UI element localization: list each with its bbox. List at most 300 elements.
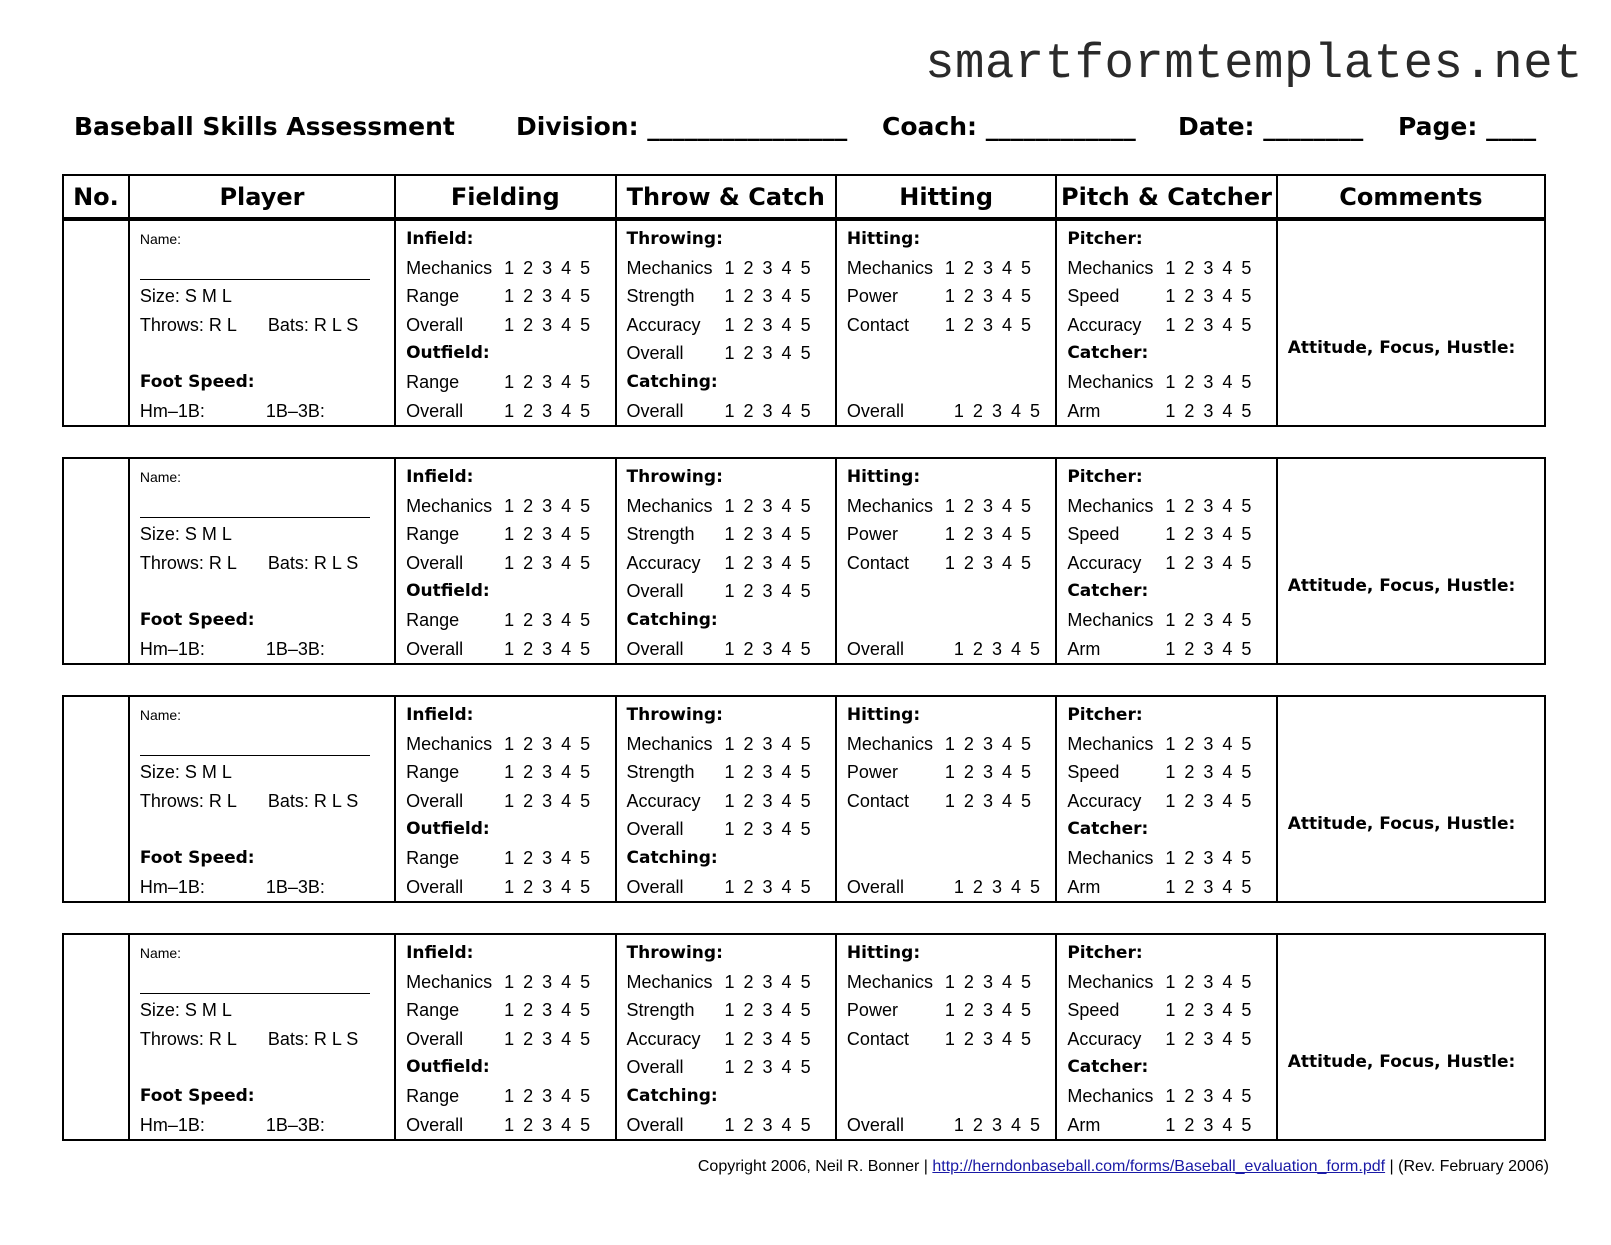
rating-scale[interactable]: 1 2 3 4 5 — [1165, 286, 1252, 306]
hitting-power-row — [847, 520, 1051, 549]
rating-label: Strength — [626, 286, 695, 306]
rating-scale[interactable]: 1 2 3 4 5 — [724, 762, 811, 782]
bats-options[interactable]: Bats: R L S — [267, 1029, 359, 1049]
pitcher-mechanics-row — [1067, 492, 1271, 521]
coach-field[interactable]: Coach: ____________ — [882, 112, 1136, 141]
throwing-mechanics-row — [627, 968, 831, 997]
catching-label: Catching: — [626, 610, 718, 630]
rating-scale[interactable]: 1 2 3 4 5 — [1165, 524, 1252, 544]
hm-1b-label: Hm–1B: — [139, 877, 205, 897]
rating-scale[interactable]: 1 2 3 4 5 — [953, 639, 1040, 659]
1b-3b-label: 1B–3B: — [265, 401, 325, 421]
rating-scale[interactable]: 1 2 3 4 5 — [944, 972, 1031, 992]
rating-label: Mechanics — [406, 972, 493, 992]
rating-label: Contact — [846, 791, 909, 811]
hitting-label: Hitting: — [846, 943, 921, 963]
attitude-label: Attitude, Focus, Hustle: — [1287, 576, 1516, 596]
name-line[interactable] — [140, 503, 370, 518]
catcher-mechanics-row — [1067, 844, 1271, 873]
foot-speed-label: Foot Speed: — [139, 610, 255, 630]
player-block — [62, 933, 1546, 1141]
rating-label: Overall — [626, 877, 684, 897]
catcher-arm-row — [1067, 397, 1271, 426]
infield-overall-row — [406, 1025, 610, 1054]
name-line[interactable] — [140, 265, 370, 280]
pitcher-mechanics-row — [1067, 968, 1271, 997]
infield-label: Infield: — [406, 229, 474, 249]
throw-catch-cell — [617, 221, 837, 425]
rating-label: Mechanics — [1067, 372, 1154, 392]
1b-3b-label: 1B–3B: — [265, 1115, 325, 1135]
infield-range-row — [406, 758, 610, 787]
rating-scale[interactable]: 1 2 3 4 5 — [724, 1115, 811, 1135]
player-block — [62, 457, 1546, 665]
rating-scale[interactable]: 1 2 3 4 5 — [944, 553, 1031, 573]
foot-speed-row — [140, 1111, 390, 1140]
fielding-cell — [396, 697, 616, 901]
outfield-overall-row — [406, 635, 610, 664]
rating-scale[interactable]: 1 2 3 4 5 — [724, 791, 811, 811]
rating-label: Speed — [1067, 286, 1120, 306]
outfield-label: Outfield: — [406, 1057, 490, 1077]
throws-bats-row — [140, 311, 390, 340]
rating-scale[interactable]: 1 2 3 4 5 — [944, 315, 1031, 335]
rating-label: Accuracy — [626, 791, 701, 811]
rating-scale[interactable]: 1 2 3 4 5 — [1165, 1000, 1252, 1020]
rating-scale[interactable]: 1 2 3 4 5 — [724, 819, 811, 839]
rating-scale[interactable]: 1 2 3 4 5 — [953, 877, 1040, 897]
hitting-overall-row — [847, 873, 1051, 902]
rating-label: Overall — [626, 819, 684, 839]
rating-label: Mechanics — [846, 972, 933, 992]
rating-scale[interactable]: 1 2 3 4 5 — [504, 1029, 591, 1049]
foot-speed-label: Foot Speed: — [139, 848, 255, 868]
rating-label: Range — [406, 1000, 460, 1020]
infield-label: Infield: — [406, 467, 474, 487]
infield-mechanics-row — [406, 730, 610, 759]
form-link[interactable]: http://herndonbaseball.com/forms/Baseball_evaluation_form.pdf — [932, 1158, 1386, 1175]
rating-scale[interactable]: 1 2 3 4 5 — [1165, 791, 1252, 811]
rating-scale[interactable]: 1 2 3 4 5 — [1165, 1029, 1252, 1049]
pitcher-speed-row — [1067, 758, 1271, 787]
rating-label: Mechanics — [846, 496, 933, 516]
catcher-label: Catcher: — [1067, 1057, 1149, 1077]
rating-scale[interactable]: 1 2 3 4 5 — [504, 315, 591, 335]
rating-label: Contact — [846, 1029, 909, 1049]
hitting-contact-row — [847, 311, 1051, 340]
player-block — [62, 219, 1546, 427]
catching-overall-row — [627, 873, 831, 902]
rating-label: Mechanics — [1067, 610, 1154, 630]
throw-catch-cell — [617, 697, 837, 901]
form-title: Baseball Skills Assessment — [74, 112, 455, 141]
footer — [698, 1158, 1549, 1176]
rating-label: Arm — [1067, 401, 1101, 421]
rating-label: Overall — [406, 315, 464, 335]
rating-scale[interactable]: 1 2 3 4 5 — [504, 553, 591, 573]
rating-label: Accuracy — [1067, 791, 1142, 811]
rating-scale[interactable]: 1 2 3 4 5 — [1165, 1115, 1252, 1135]
rating-label: Contact — [846, 315, 909, 335]
infield-overall-row — [406, 787, 610, 816]
outfield-range-row — [406, 606, 610, 635]
rating-label: Overall — [406, 877, 464, 897]
hitting-mechanics-row — [847, 492, 1051, 521]
rating-label: Overall — [406, 1029, 464, 1049]
rating-label: Power — [846, 524, 898, 544]
name-label: Name: — [139, 945, 182, 961]
rating-scale[interactable]: 1 2 3 4 5 — [1165, 401, 1252, 421]
rating-label: Strength — [626, 762, 695, 782]
rating-label: Accuracy — [1067, 1029, 1142, 1049]
rating-scale[interactable]: 1 2 3 4 5 — [504, 877, 591, 897]
rating-label: Strength — [626, 524, 695, 544]
rating-label: Range — [406, 762, 460, 782]
pitcher-speed-row — [1067, 520, 1271, 549]
player-cell — [130, 221, 396, 425]
rating-scale[interactable]: 1 2 3 4 5 — [724, 401, 811, 421]
rating-scale[interactable]: 1 2 3 4 5 — [944, 762, 1031, 782]
rating-scale[interactable]: 1 2 3 4 5 — [724, 877, 811, 897]
foot-speed-row — [140, 873, 390, 902]
size-options[interactable]: Size: S M L — [139, 1000, 232, 1020]
rating-scale[interactable]: 1 2 3 4 5 — [1165, 258, 1252, 278]
hitting-mechanics-row — [847, 730, 1051, 759]
hitting-contact-row — [847, 1025, 1051, 1054]
player-cell — [130, 697, 396, 901]
attitude-label: Attitude, Focus, Hustle: — [1287, 338, 1516, 358]
rating-label: Mechanics — [406, 258, 493, 278]
rating-scale[interactable]: 1 2 3 4 5 — [504, 1000, 591, 1020]
rating-label: Mechanics — [626, 258, 713, 278]
catcher-label: Catcher: — [1067, 581, 1149, 601]
foot-speed-row — [140, 635, 390, 664]
throw-catch-cell — [617, 459, 837, 663]
catcher-arm-row — [1067, 1111, 1271, 1140]
rating-scale[interactable]: 1 2 3 4 5 — [724, 581, 811, 601]
rating-label: Overall — [626, 1115, 684, 1135]
rating-label: Speed — [1067, 524, 1120, 544]
bats-options[interactable]: Bats: R L S — [267, 315, 359, 335]
rating-scale[interactable]: 1 2 3 4 5 — [1165, 639, 1252, 659]
attitude-label: Attitude, Focus, Hustle: — [1287, 1052, 1516, 1072]
rating-label: Overall — [846, 877, 904, 897]
rating-label: Power — [846, 286, 898, 306]
catching-label: Catching: — [626, 372, 718, 392]
rating-label: Accuracy — [1067, 553, 1142, 573]
player-number-cell[interactable] — [64, 697, 130, 901]
hitting-power-row — [847, 996, 1051, 1025]
rating-label: Arm — [1067, 877, 1101, 897]
throwing-accuracy-row — [627, 549, 831, 578]
throws-options[interactable]: Throws: R L — [139, 791, 237, 811]
hitting-contact-row — [847, 787, 1051, 816]
catcher-arm-row — [1067, 635, 1271, 664]
column-header-comments: Comments — [1339, 182, 1483, 211]
pitch-catcher-cell — [1057, 221, 1277, 425]
rating-scale[interactable]: 1 2 3 4 5 — [724, 972, 811, 992]
column-header-throw-catch: Throw & Catch — [617, 176, 837, 217]
hitting-power-row — [847, 758, 1051, 787]
hitting-contact-row — [847, 549, 1051, 578]
throwing-strength-row — [627, 758, 831, 787]
rating-label: Power — [846, 1000, 898, 1020]
bats-options[interactable]: Bats: R L S — [267, 553, 359, 573]
rating-scale[interactable]: 1 2 3 4 5 — [504, 1086, 591, 1106]
fielding-cell — [396, 459, 616, 663]
rating-label: Accuracy — [626, 553, 701, 573]
rating-scale[interactable]: 1 2 3 4 5 — [944, 286, 1031, 306]
infield-range-row — [406, 520, 610, 549]
name-label: Name: — [139, 707, 182, 723]
rating-label: Overall — [626, 1057, 684, 1077]
comments-cell[interactable] — [1278, 935, 1544, 1139]
foot-speed-row — [140, 397, 390, 426]
rating-scale[interactable]: 1 2 3 4 5 — [944, 1000, 1031, 1020]
throwing-accuracy-row — [627, 1025, 831, 1054]
size-options[interactable]: Size: S M L — [139, 286, 232, 306]
outfield-range-row — [406, 368, 610, 397]
rating-scale[interactable]: 1 2 3 4 5 — [953, 1115, 1040, 1135]
throwing-label: Throwing: — [626, 943, 723, 963]
infield-mechanics-row — [406, 968, 610, 997]
hitting-cell — [837, 459, 1057, 663]
catcher-label: Catcher: — [1067, 343, 1149, 363]
column-header-hitting: Hitting — [837, 176, 1057, 217]
hitting-label: Hitting: — [846, 705, 921, 725]
rating-label: Mechanics — [846, 734, 933, 754]
rating-label: Overall — [846, 1115, 904, 1135]
rating-scale[interactable]: 1 2 3 4 5 — [724, 524, 811, 544]
rating-scale[interactable]: 1 2 3 4 5 — [1165, 762, 1252, 782]
rating-scale[interactable]: 1 2 3 4 5 — [504, 762, 591, 782]
rating-scale[interactable]: 1 2 3 4 5 — [1165, 877, 1252, 897]
rating-label: Mechanics — [406, 734, 493, 754]
rating-scale[interactable]: 1 2 3 4 5 — [504, 372, 591, 392]
rating-scale[interactable]: 1 2 3 4 5 — [944, 734, 1031, 754]
throwing-mechanics-row — [627, 254, 831, 283]
throwing-strength-row — [627, 282, 831, 311]
catcher-arm-row — [1067, 873, 1271, 902]
player-number-cell[interactable] — [64, 935, 130, 1139]
rating-scale[interactable]: 1 2 3 4 5 — [724, 258, 811, 278]
throws-options[interactable]: Throws: R L — [139, 315, 237, 335]
pitcher-accuracy-row — [1067, 787, 1271, 816]
rating-scale[interactable]: 1 2 3 4 5 — [1165, 610, 1252, 630]
throws-bats-row — [140, 787, 390, 816]
rating-scale[interactable]: 1 2 3 4 5 — [724, 1029, 811, 1049]
rating-scale[interactable]: 1 2 3 4 5 — [724, 496, 811, 516]
rating-label: Arm — [1067, 639, 1101, 659]
1b-3b-label: 1B–3B: — [265, 639, 325, 659]
outfield-label: Outfield: — [406, 581, 490, 601]
rating-label: Mechanics — [1067, 734, 1154, 754]
watermark: smartformtemplates.net — [925, 36, 1583, 92]
column-header-player: Player — [130, 176, 396, 217]
rating-label: Overall — [406, 791, 464, 811]
rating-scale[interactable]: 1 2 3 4 5 — [504, 972, 591, 992]
hitting-cell — [837, 697, 1057, 901]
throwing-overall-row — [627, 339, 831, 368]
rating-scale[interactable]: 1 2 3 4 5 — [504, 848, 591, 868]
rating-label: Mechanics — [1067, 848, 1154, 868]
page-field[interactable]: Page: ____ — [1398, 112, 1537, 141]
rating-scale[interactable]: 1 2 3 4 5 — [1165, 315, 1252, 335]
player-number-cell[interactable] — [64, 221, 130, 425]
rating-scale[interactable]: 1 2 3 4 5 — [724, 1000, 811, 1020]
rating-scale[interactable]: 1 2 3 4 5 — [944, 524, 1031, 544]
catcher-mechanics-row — [1067, 368, 1271, 397]
infield-overall-row — [406, 311, 610, 340]
hm-1b-label: Hm–1B: — [139, 639, 205, 659]
throwing-label: Throwing: — [626, 705, 723, 725]
rating-label: Mechanics — [846, 258, 933, 278]
rating-scale[interactable]: 1 2 3 4 5 — [1165, 848, 1252, 868]
rating-label: Speed — [1067, 762, 1120, 782]
comments-cell[interactable] — [1278, 459, 1544, 663]
rating-scale[interactable]: 1 2 3 4 5 — [944, 1029, 1031, 1049]
fielding-cell — [396, 221, 616, 425]
rating-label: Mechanics — [1067, 972, 1154, 992]
rating-scale[interactable]: 1 2 3 4 5 — [1165, 496, 1252, 516]
infield-mechanics-row — [406, 254, 610, 283]
foot-speed-label: Foot Speed: — [139, 372, 255, 392]
rating-label: Accuracy — [626, 1029, 701, 1049]
rating-label: Range — [406, 286, 460, 306]
throw-catch-cell — [617, 935, 837, 1139]
rating-label: Range — [406, 524, 460, 544]
name-line[interactable] — [140, 979, 370, 994]
rating-label: Overall — [626, 401, 684, 421]
outfield-range-row — [406, 1082, 610, 1111]
size-options[interactable]: Size: S M L — [139, 524, 232, 544]
bats-options[interactable]: Bats: R L S — [267, 791, 359, 811]
rating-scale[interactable]: 1 2 3 4 5 — [504, 496, 591, 516]
rating-scale[interactable]: 1 2 3 4 5 — [944, 258, 1031, 278]
rating-label: Mechanics — [406, 496, 493, 516]
division-field[interactable]: Division: ________________ — [516, 112, 848, 141]
hitting-overall-row — [847, 635, 1051, 664]
column-header-fielding: Fielding — [396, 176, 616, 217]
rating-scale[interactable]: 1 2 3 4 5 — [1165, 1086, 1252, 1106]
throwing-overall-row — [627, 577, 831, 606]
throws-bats-row — [140, 1025, 390, 1054]
rating-scale[interactable]: 1 2 3 4 5 — [724, 639, 811, 659]
rating-scale[interactable]: 1 2 3 4 5 — [1165, 734, 1252, 754]
hitting-power-row — [847, 282, 1051, 311]
rating-scale[interactable]: 1 2 3 4 5 — [504, 286, 591, 306]
rating-label: Mechanics — [626, 734, 713, 754]
infield-label: Infield: — [406, 705, 474, 725]
catching-label: Catching: — [626, 848, 718, 868]
pitch-catcher-cell — [1057, 697, 1277, 901]
date-field[interactable]: Date: ________ — [1178, 112, 1364, 141]
rating-scale[interactable]: 1 2 3 4 5 — [1165, 972, 1252, 992]
rating-scale[interactable]: 1 2 3 4 5 — [724, 286, 811, 306]
rating-scale[interactable]: 1 2 3 4 5 — [1165, 553, 1252, 573]
hitting-mechanics-row — [847, 968, 1051, 997]
pitcher-label: Pitcher: — [1067, 467, 1143, 487]
rating-label: Strength — [626, 1000, 695, 1020]
catching-overall-row — [627, 397, 831, 426]
1b-3b-label: 1B–3B: — [265, 877, 325, 897]
hm-1b-label: Hm–1B: — [139, 1115, 205, 1135]
rating-scale[interactable]: 1 2 3 4 5 — [504, 610, 591, 630]
rating-label: Power — [846, 762, 898, 782]
outfield-label: Outfield: — [406, 343, 490, 363]
rating-scale[interactable]: 1 2 3 4 5 — [504, 734, 591, 754]
throwing-accuracy-row — [627, 311, 831, 340]
rating-scale[interactable]: 1 2 3 4 5 — [724, 343, 811, 363]
rating-label: Mechanics — [626, 972, 713, 992]
pitcher-accuracy-row — [1067, 549, 1271, 578]
rating-scale[interactable]: 1 2 3 4 5 — [504, 258, 591, 278]
catcher-label: Catcher: — [1067, 819, 1149, 839]
hitting-overall-row — [847, 397, 1051, 426]
rating-label: Overall — [406, 553, 464, 573]
throwing-accuracy-row — [627, 787, 831, 816]
rating-scale[interactable]: 1 2 3 4 5 — [504, 401, 591, 421]
rating-label: Arm — [1067, 1115, 1101, 1135]
throws-options[interactable]: Throws: R L — [139, 553, 237, 573]
player-number-cell[interactable] — [64, 459, 130, 663]
rating-scale[interactable]: 1 2 3 4 5 — [504, 1115, 591, 1135]
rating-scale[interactable]: 1 2 3 4 5 — [1165, 372, 1252, 392]
column-header-row — [62, 174, 1546, 219]
name-label: Name: — [139, 469, 182, 485]
catcher-mechanics-row — [1067, 606, 1271, 635]
rating-label: Range — [406, 848, 460, 868]
attitude-label: Attitude, Focus, Hustle: — [1287, 814, 1516, 834]
hitting-cell — [837, 935, 1057, 1139]
rating-scale[interactable]: 1 2 3 4 5 — [944, 496, 1031, 516]
comments-cell[interactable] — [1278, 221, 1544, 425]
throws-options[interactable]: Throws: R L — [139, 1029, 237, 1049]
rating-label: Range — [406, 372, 460, 392]
infield-label: Infield: — [406, 943, 474, 963]
name-line[interactable] — [140, 741, 370, 756]
pitcher-accuracy-row — [1067, 311, 1271, 340]
catching-label: Catching: — [626, 1086, 718, 1106]
outfield-overall-row — [406, 397, 610, 426]
rating-scale[interactable]: 1 2 3 4 5 — [504, 791, 591, 811]
rating-scale[interactable]: 1 2 3 4 5 — [953, 401, 1040, 421]
pitch-catcher-cell — [1057, 935, 1277, 1139]
throwing-strength-row — [627, 520, 831, 549]
rating-scale[interactable]: 1 2 3 4 5 — [504, 524, 591, 544]
hm-1b-label: Hm–1B: — [139, 401, 205, 421]
comments-cell[interactable] — [1278, 697, 1544, 901]
revision-text: | (Rev. February 2006) — [1385, 1158, 1549, 1175]
rating-label: Speed — [1067, 1000, 1120, 1020]
rating-label: Overall — [626, 639, 684, 659]
rating-scale[interactable]: 1 2 3 4 5 — [944, 791, 1031, 811]
infield-range-row — [406, 996, 610, 1025]
rating-label: Overall — [406, 401, 464, 421]
rating-scale[interactable]: 1 2 3 4 5 — [724, 553, 811, 573]
outfield-overall-row — [406, 873, 610, 902]
throwing-strength-row — [627, 996, 831, 1025]
size-options[interactable]: Size: S M L — [139, 762, 232, 782]
rating-scale[interactable]: 1 2 3 4 5 — [724, 734, 811, 754]
rating-scale[interactable]: 1 2 3 4 5 — [724, 315, 811, 335]
rating-label: Range — [406, 610, 460, 630]
rating-scale[interactable]: 1 2 3 4 5 — [504, 639, 591, 659]
outfield-range-row — [406, 844, 610, 873]
rating-label: Overall — [626, 343, 684, 363]
rating-scale[interactable]: 1 2 3 4 5 — [724, 1057, 811, 1077]
pitcher-mechanics-row — [1067, 254, 1271, 283]
